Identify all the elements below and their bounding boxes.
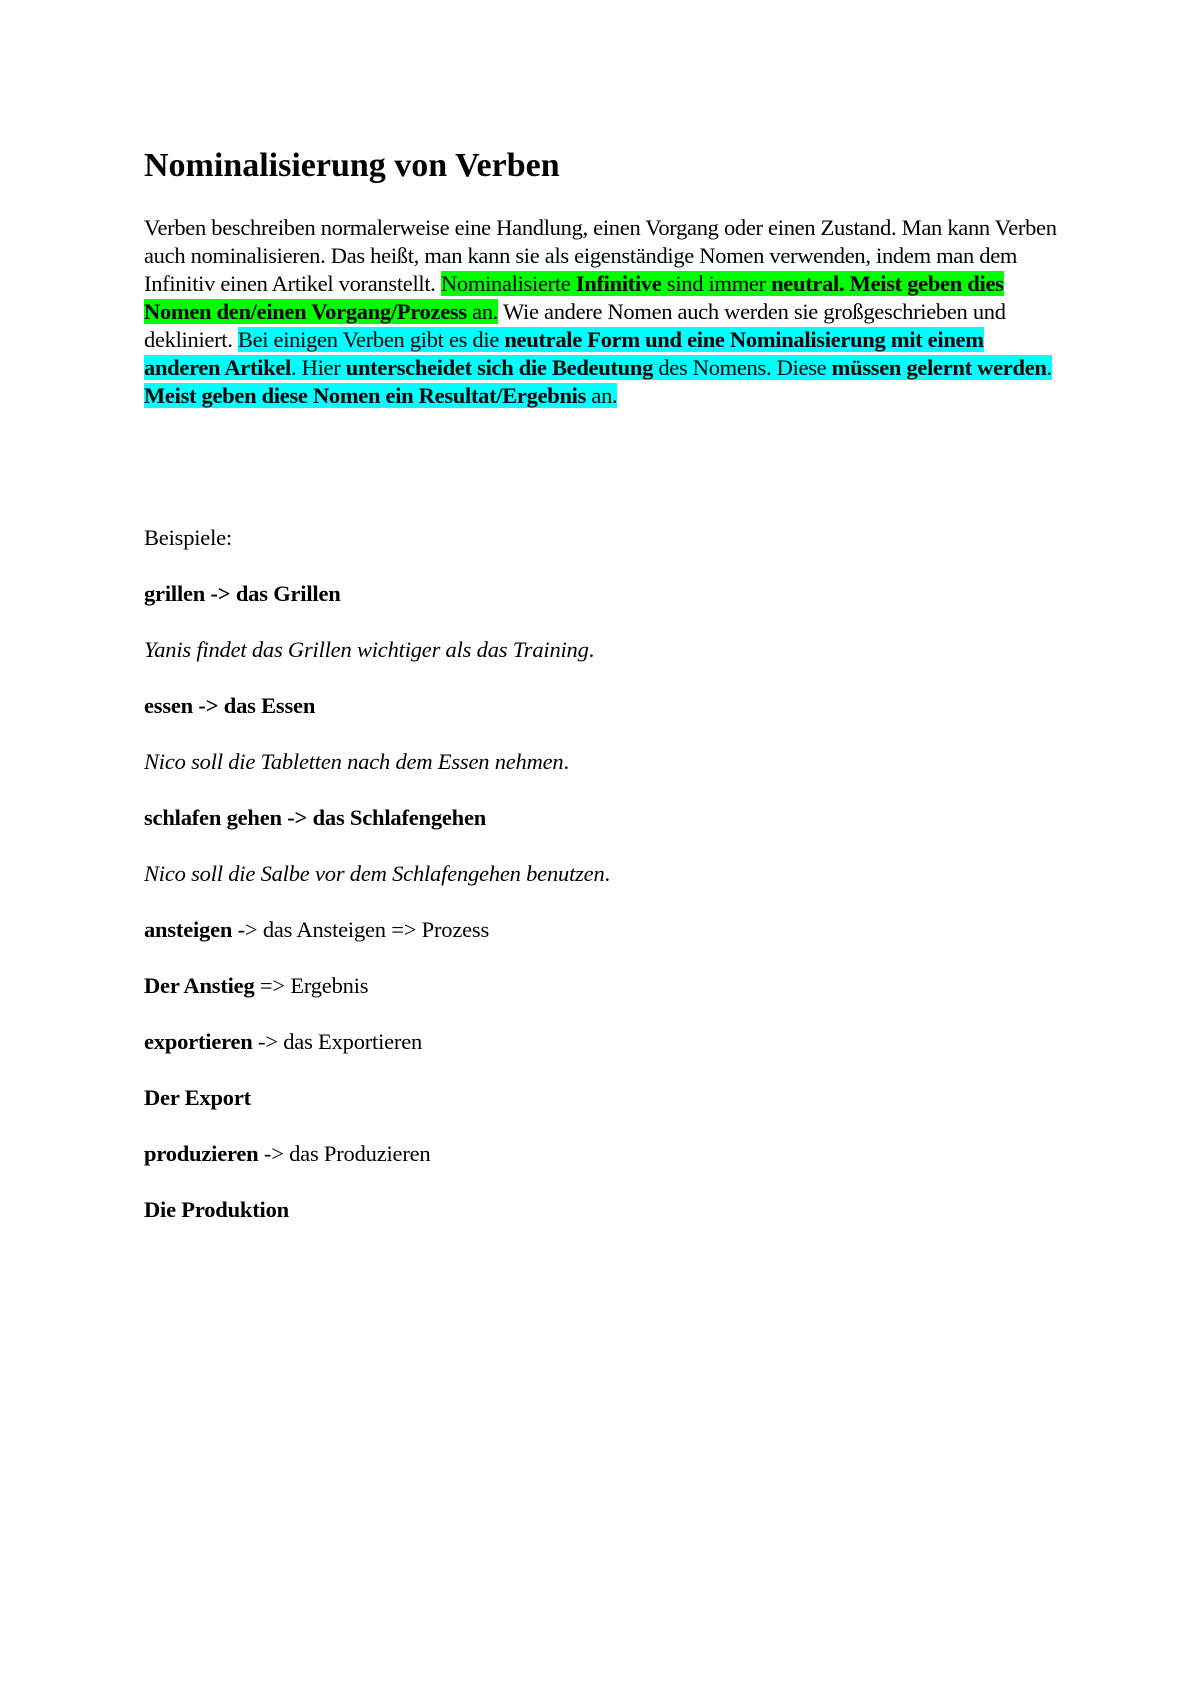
green-bold-period: . — [839, 271, 850, 296]
example-ansteigen — [144, 915, 489, 945]
example-produzieren — [144, 1139, 430, 1169]
cyan-bold-neutral-form: neutrale Form und eine Nominalisierung mit einem anderen Artikel — [144, 327, 984, 380]
example-schlafengehen: schlafen gehen -> das Schlafengehen — [144, 805, 487, 830]
example-sentence-essen — [144, 747, 569, 777]
example-anstieg-rest: => Ergebnis — [254, 973, 369, 998]
cyan-text-5: an. — [586, 383, 618, 408]
paragraph-sentence-plain-2: Wie andere Nomen auch werden sie großgeschrieben und dekliniert. — [144, 299, 1006, 352]
example-grillen: grillen -> das Grillen — [144, 581, 341, 606]
intro-paragraph — [144, 214, 1064, 410]
green-bold-neutral: neutral — [771, 271, 839, 296]
cyan-bold-learn: müssen gelernt werden — [831, 355, 1047, 380]
cyan-text-2: . Hier — [290, 355, 346, 380]
example-sentence-schlafengehen-period: . — [604, 861, 610, 886]
cyan-bold-result: Meist geben diese Nomen ein Resultat/Ergebnis — [144, 383, 587, 408]
green-text-2: sind immer — [661, 271, 772, 296]
example-sentence-grillen-text: Yanis findet das Grillen wichtiger als das Training — [144, 637, 589, 662]
paragraph-sentence-plain-1: Verben beschreiben normalerweise eine Handlung, einen Vorgang oder einen Zustand. Man kann Verben auch nominalisieren. Das heißt, man kann sie als eigenständige Nomen verwenden, indem man dem Infinitiv einen Artikel voranstellt. — [144, 215, 1057, 296]
example-exportieren-verb: exportieren — [144, 1029, 253, 1054]
green-bold-infinitive: Infinitive — [575, 271, 662, 296]
example-produzieren-verb: produzieren — [144, 1141, 259, 1166]
example-exportieren-rest: -> das Exportieren — [252, 1029, 423, 1054]
example-produktion: Die Produktion — [144, 1197, 289, 1222]
example-ansteigen-rest: -> das Ansteigen => Prozess — [232, 917, 490, 942]
example-sentence-grillen — [144, 635, 594, 665]
example-ansteigen-verb: ansteigen — [144, 917, 233, 942]
cyan-bold-meaning: unterscheidet sich die Bedeutung — [345, 355, 654, 380]
green-text-3: an. — [466, 299, 499, 324]
cyan-text-3: des Nomens. Diese — [653, 355, 832, 380]
example-sentence-schlafengehen-text: Nico soll die Salbe vor dem Schlafengehen benutzen — [144, 861, 605, 886]
example-sentence-grillen-period: . — [588, 637, 595, 662]
examples-label: Beispiele: — [144, 525, 232, 550]
example-anstieg — [144, 971, 368, 1001]
example-anstieg-noun: Der Anstieg — [144, 973, 255, 998]
example-essen: essen -> das Essen — [144, 693, 316, 718]
green-text-1: Nominalisierte — [440, 271, 576, 296]
cyan-text-1: Bei einigen Verben gibt es die — [237, 327, 505, 352]
example-exportieren — [144, 1027, 422, 1057]
cyan-text-4: . — [1046, 355, 1052, 380]
example-produzieren-rest: -> das Produzieren — [258, 1141, 431, 1166]
green-bold-process: Meist geben dies Nomen den/einen Vorgang/Prozess — [144, 271, 1004, 324]
example-sentence-essen-text: Nico soll die Tabletten nach dem Essen nehmen — [144, 749, 564, 774]
example-sentence-schlafengehen — [144, 859, 610, 889]
example-sentence-essen-period: . — [563, 749, 569, 774]
document-title: Nominalisierung von Verben — [144, 147, 560, 184]
example-export: Der Export — [144, 1085, 251, 1110]
cyan-highlight-text — [144, 327, 1052, 408]
